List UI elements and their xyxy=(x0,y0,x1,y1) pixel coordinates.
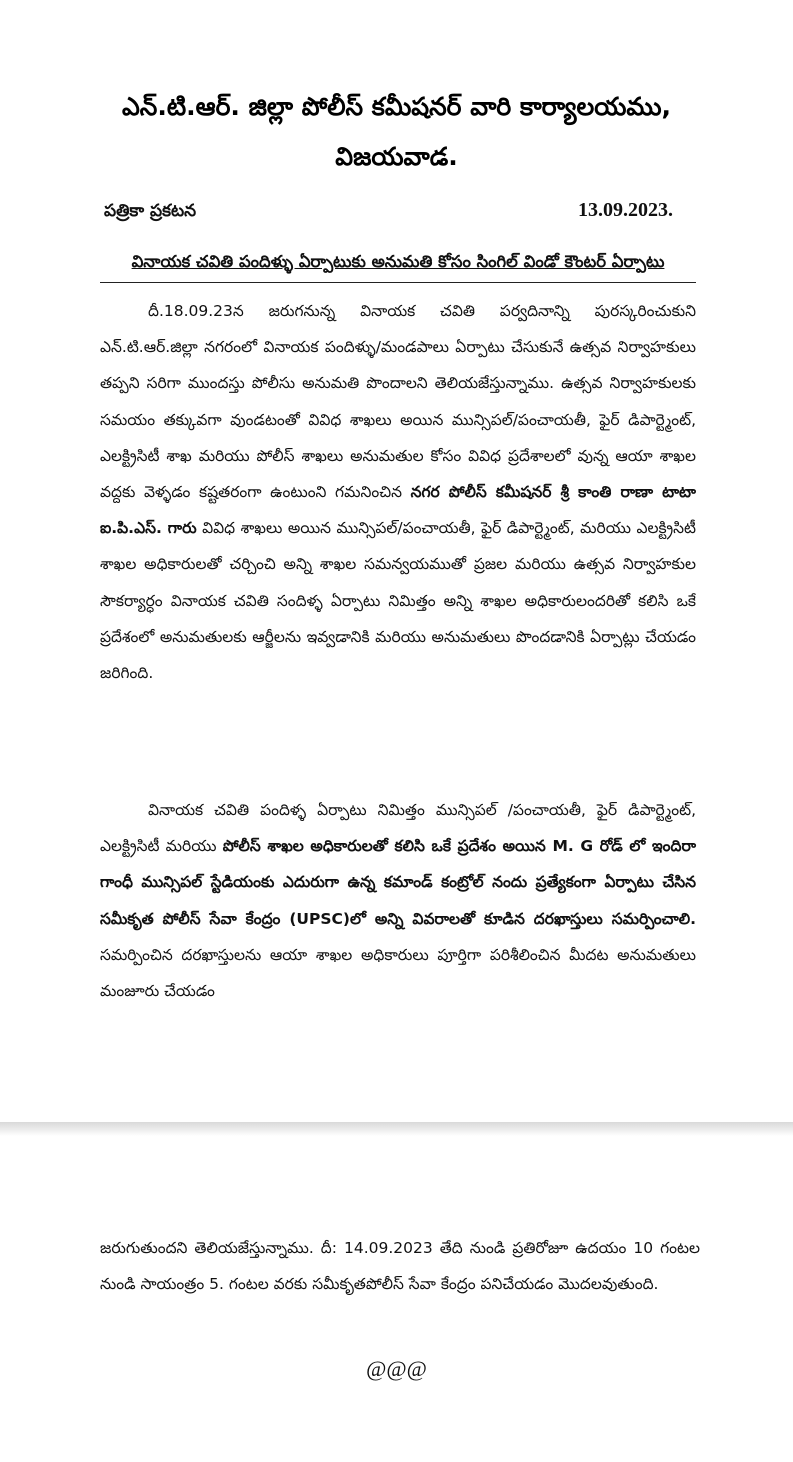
release-date: 13.09.2023. xyxy=(578,199,673,221)
office-title: ఎన్.టి.ఆర్. జిల్లా పోలీస్ కమీషనర్ వారి కార్యాలయము, xyxy=(122,92,671,121)
subject-divider xyxy=(100,282,696,283)
subject-heading: వినాయక చవితి పందిళ్ళు ఏర్పాటుకు అనుమతి కోసం సింగిల్ విండో కౌంటర్ ఏర్పాటు xyxy=(131,252,665,271)
paragraph-2-text-a: వినాయక చవితి పందిళ్ళ ఏర్పాటు నిమిత్తం మున్సిపల్ /పంచాయతీ, ఫైర్ డిపార్ట్మెంట్, ఎలక్ట్రిసిటీ మరియు xyxy=(100,801,696,856)
paragraph-2-bold: పోలీస్ శాఖల అధికారులతో కలిసి ఒకే ప్రదేశం అయిన M. G రోడ్ లో ఇందిరా గాంధీ మున్సిపల్ స్టేడియంకు ఎదురుగా ఉన్న కమాండ్ కంట్రోల్ నందు ప్రత్యేకంగా ఏర్పాటు చేసిన సమీకృత పోలీస్ సేవా కేంద్రం (UPSC)లో అన్ని వివరాలతో కూడిన దరఖాస్తులు సమర్పించాలి. xyxy=(100,837,696,928)
paragraph-3: జరుగుతుందని తెలియజేస్తున్నాము. దీ: 14.09.2023 తేది నుండి ప్రతిరోజూ ఉదయం 10 గంటల నుండి సాయంత్రం 5. గంటల వరకు సమీకృతపోలీస్ సేవా కేంద్రం పనిచేయడం మొదలవుతుంది. xyxy=(100,1239,700,1294)
paragraph-1-text-a: దీ.18.09.23న జరుగనున్న వినాయక చవితి పర్వదినాన్ని పురస్కరించుకుని ఎన్.టి.ఆర్.జిల్లా నగరంలో వినాయక పందిళ్ళు/మండపాలు ఏర్పాటు చేసుకునే ఉత్సవ నిర్వాహకులు తప్పని సరిగా ముందస్తు పోలీసు అనుమతి పొందాలని తెలియజేస్తున్నాము. ఉత్సవ నిర్వాహకులకు సమయం తక్కువగా వుండటంతో వివిధ శాఖలు అయిన మున్సిపల్/పంచాయతీ, ఫైర్ డిపార్ట్మెంట్, ఎలక్ట్రిసిటీ శాఖ మరియు పోలీస్ శాఖలు అనుమతుల కోసం వివిధ ప్రదేశాలలో వున్న ఆయా శాఖల వద్దకు వెళ్ళడం కష్టతరంగా ఉంటుంని గమనించిన xyxy=(100,302,696,502)
paragraph-2-text-b: సమర్పించిన దరఖాస్తులను ఆయా శాఖల అధికారులు పూర్తిగా పరిశీలించిన మీదట అనుమతులు మంజూరు చేయడం xyxy=(100,945,696,1001)
commissioner-name: నగర పోలీస్ కమీషనర్ శ్రీ కాంతి రాణా టాటా ఐ.పి.ఎస్. గారు xyxy=(100,483,696,538)
end-mark: @@@ xyxy=(366,1356,427,1381)
press-release-label: పత్రికా ప్రకటన xyxy=(104,201,197,221)
paragraph-2 xyxy=(100,792,696,1009)
office-city: విజయవాడ. xyxy=(335,142,458,171)
paragraph-1 xyxy=(100,293,696,691)
page-separator xyxy=(0,1122,793,1136)
paragraph-1-text-b: వివిధ శాఖలు అయిన మున్సిపల్/పంచాయతీ, ఫైర్ డిపార్ట్మెంట్, మరియు ఎలక్ట్రిసిటీ శాఖల అధికారులతో చర్చించి అన్ని శాఖల సమన్వయముతో ప్రజల మరియు ఉత్సవ నిర్వాహకుల సౌకర్యార్ధం వినాయక చవితి సందిళ్ళ ఏర్పాటు నిమిత్తం అన్ని శాఖల అధికారులందరితో కలిసి ఒకే ప్రదేశంలో అనుమతులకు ఆర్జీలను ఇవ్వడానికి మరియు అనుమతులు పొందడానికి ఏర్పాట్లు చేయడం జరిగింది. xyxy=(100,519,696,683)
